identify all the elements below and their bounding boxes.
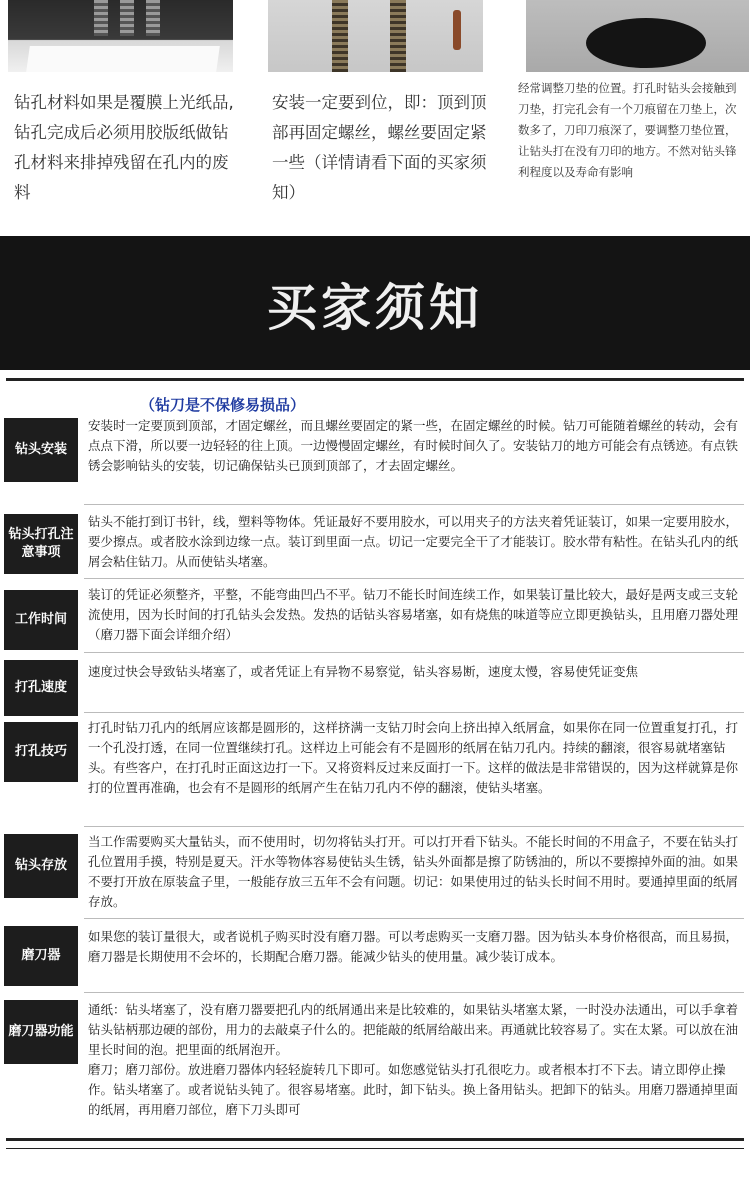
handle-rod xyxy=(453,10,461,50)
divider xyxy=(6,378,744,381)
row-text: 安装时一定要顶到顶部，才固定螺丝，而且螺丝要固定的紧一些，在固定螺丝的时候。钻刀可能随着螺丝的转动，会有点点下滑，所以要一边轻轻的往上顶。一边慢慢固定螺丝，有时候时间久了。安装钻刀的地方可能会有点锈迹。有点铁锈会影响钻头的安装，切记确保钻头已顶到顶部了，才去固定螺丝。 xyxy=(88,418,739,473)
row-text: 当工作需要购买大量钻头，而不使用时，切勿将钻头打开。可以打开看下钻头。不能长时间的不用盒子，不要在钻头打孔位置用手摸，特别是夏天。汗水等物体容易使钻头生锈，钻头外面都是擦了防锈油的，所以不要擦掉外面的油。如果不要打开放在原装盒子里，一般能存放三五年不会有问题。切记：如果使用过的钻头长时间不用时。要通掉里面的纸屑存放。 xyxy=(88,834,739,909)
caption-material: 钻孔材料如果是覆膜上光纸品,钻孔完成后必须用胶版纸做钻孔材料来排掉残留在孔内的废料 xyxy=(14,93,234,202)
row-label: 打孔技巧 xyxy=(4,722,78,782)
photo-cutting-pad xyxy=(526,0,749,72)
row-label: 工作时间 xyxy=(4,590,78,650)
divider xyxy=(6,1138,744,1141)
divider xyxy=(6,1148,744,1149)
cutting-pad xyxy=(586,18,706,68)
row-text: 通纸：钻头堵塞了，没有磨刀器要把孔内的纸屑通出来是比较难的，如果钻头堵塞太紧，一时没办法通出，可以手拿着钻头钻柄那边硬的部份，用力的去敲桌子什么的。把能敲的纸屑给敲出来。再通就比较容易了。实在太紧。可以放在油里长时间的泡。把里面的纸屑泡开。 磨刀；磨刀部份。放进磨刀器体内轻轻旋转几下即可。如您感觉钻头打孔很吃力。或者根本打不下去。请立即停止操作。钻头堵塞了。或者说钻头钝了。很容易堵塞。此时，卸下钻头。换上备用钻头。把卸下的钻头。用磨刀器通掉里面的纸屑，再用磨刀部位，磨下刀头即可 xyxy=(88,1002,739,1117)
divider xyxy=(84,578,744,579)
spring-icon xyxy=(390,0,406,72)
photo-drill-material xyxy=(8,0,233,72)
row-label: 磨刀器 xyxy=(4,926,78,986)
photo-drill-install xyxy=(268,0,483,72)
row-text: 如果您的装订量很大，或者说机子购买时没有磨刀器。可以考虑购买一支磨刀器。因为钻头本身价格很高，而且易损，磨刀器是长期使用不会坏的，长期配合磨刀器。能减少钻头的使用量。减少装订成本。 xyxy=(88,929,739,964)
row-text: 速度过快会导致钻头堵塞了，或者凭证上有异物不易察觉，钻头容易断，速度太慢，容易使凭证变焦 xyxy=(88,664,639,679)
spring-icon xyxy=(332,0,348,72)
product-photos xyxy=(0,0,750,80)
notice-subtitle: （钻刀是不保修易损品） xyxy=(140,396,306,414)
spring-icon xyxy=(94,0,108,36)
spring-icon xyxy=(146,0,160,36)
divider xyxy=(84,992,744,993)
divider xyxy=(84,826,744,827)
row-text: 装订的凭证必须整齐，平整，不能弯曲凹凸不平。钻刀不能长时间连续工作，如果装订量比较大，最好是两支或三支轮流使用，因为长时间的打孔钻头会发热。发热的话钻头容易堵塞，如有烧焦的味道等应立即更换钻头，且用磨刀器处理（磨刀器下面会详细介绍） xyxy=(88,587,739,642)
row-text: 钻头不能打到订书针，线，塑料等物体。凭证最好不要用胶水，可以用夹子的方法夹着凭证装订，如果一定要用胶水，要少擦点。或者胶水涂到边缘一点。装订到里面一点。切记一定要完全干了才能装订。胶水带有粘性。在钻头孔内的纸屑会粘住钻刀。从而使钻头堵塞。 xyxy=(88,514,739,569)
row-label: 钻头打孔注意事项 xyxy=(4,514,78,574)
caption-pad: 经常调整刀垫的位置。打孔时钻头会接触到刀垫，打完孔会有一个刀痕留在刀垫上，次数多了，刀印刀痕深了，要调整刀垫位置，让钻头打在没有刀印的地方。不然对钻头锋利程度以及寿命有影响 xyxy=(518,81,737,179)
row-label: 磨刀器功能 xyxy=(4,1000,78,1064)
row-label: 钻头存放 xyxy=(4,834,78,898)
divider xyxy=(84,712,744,713)
spring-icon xyxy=(120,0,134,36)
banner-title: 买家须知 xyxy=(267,279,483,337)
row-label: 打孔速度 xyxy=(4,660,78,716)
row-label: 钻头安装 xyxy=(4,418,78,482)
divider xyxy=(84,918,744,919)
divider xyxy=(84,652,744,653)
caption-install: 安装一定要到位，即：顶到顶部再固定螺丝，螺丝要固定紧一些（详情请看下面的买家须知） xyxy=(272,93,487,202)
paper-sheet xyxy=(26,46,220,72)
row-text: 打孔时钻刀孔内的纸屑应该都是圆形的，这样挤满一支钻刀时会向上挤出掉入纸屑盒，如果你在同一位置重复打孔，打一个孔没打透，在同一位置继续打孔。这样边上可能会有不是圆形的纸屑在钻刀孔内。持续的翻滚，很容易就堵塞钻头。有些客户，在打孔时正面这边打一下。又将资料反过来反面打一下。这样的做法是非常错误的，因为这样就算是你打的位置再准确，也会有不是圆形的纸屑产生在钻刀孔内不停的翻滚，使钻头堵塞。 xyxy=(88,720,739,795)
divider xyxy=(84,504,744,505)
